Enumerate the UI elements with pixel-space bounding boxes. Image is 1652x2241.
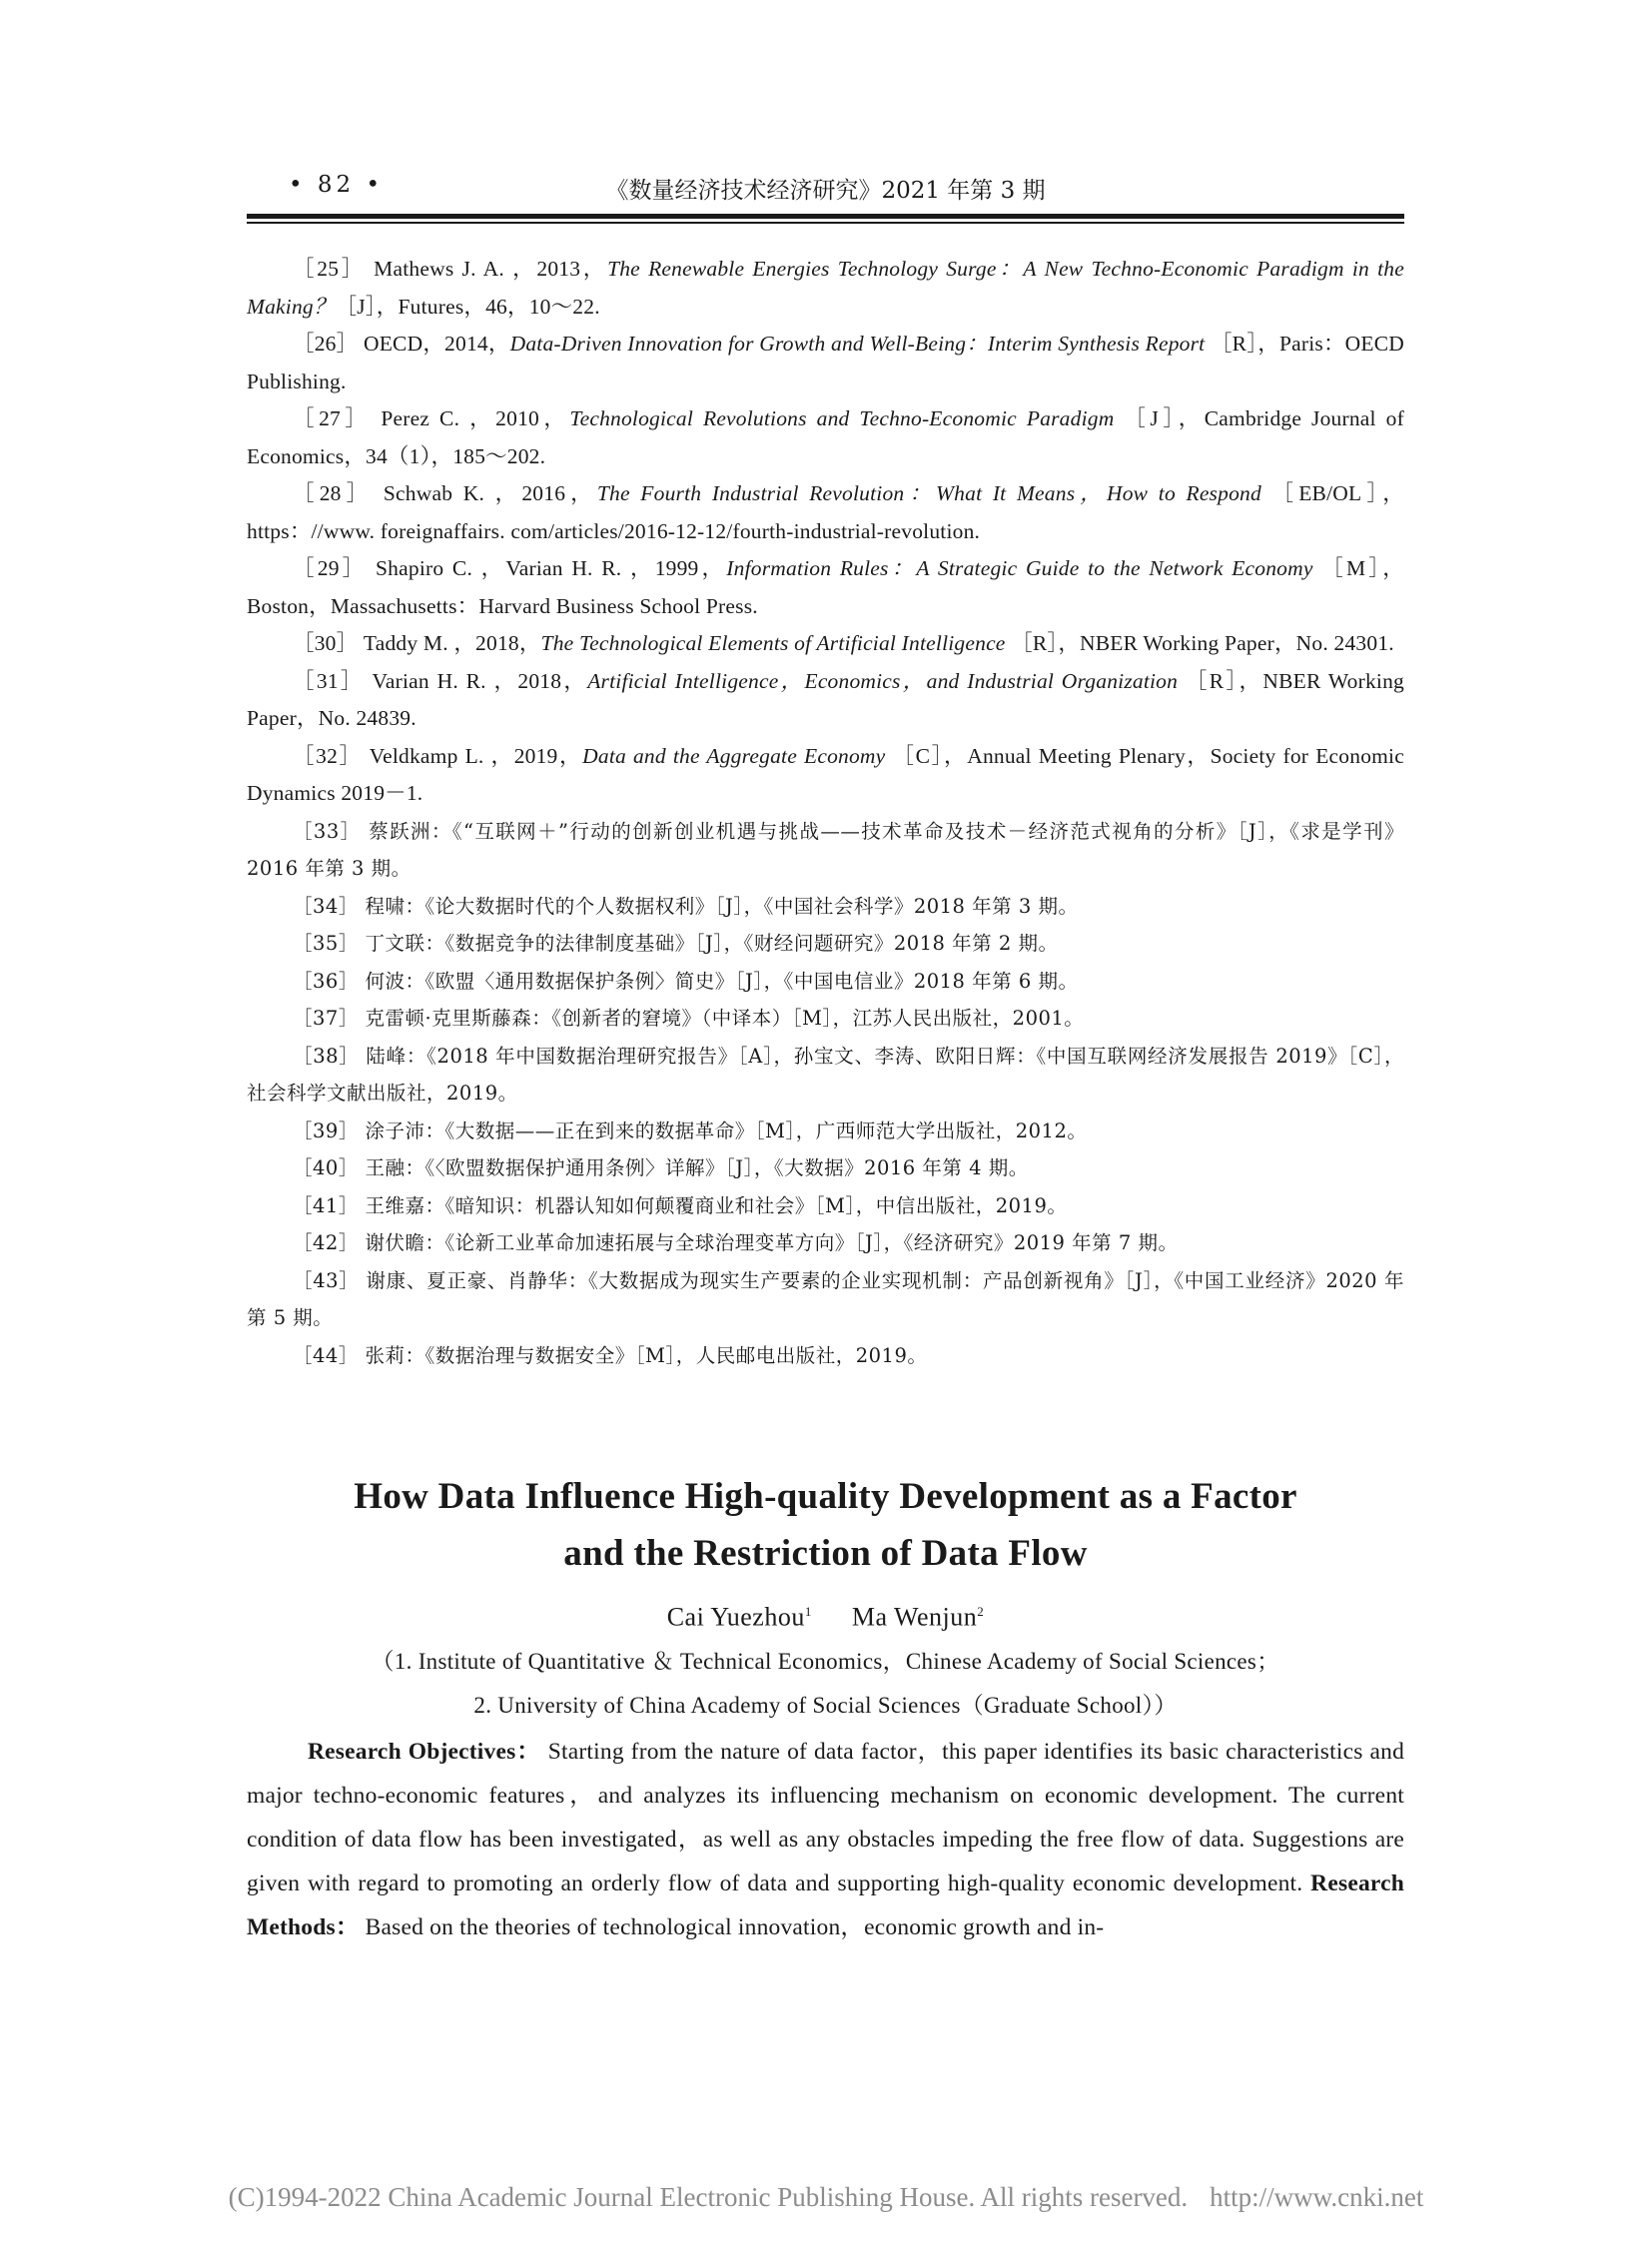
reference-item bbox=[247, 888, 1404, 926]
reference-item bbox=[247, 475, 1404, 550]
reference-item bbox=[247, 1224, 1404, 1262]
english-abstract bbox=[247, 1468, 1404, 1949]
article-title bbox=[247, 1468, 1404, 1582]
reference-post: ［M］，Boston，Massachusetts：Harvard Business School Press. bbox=[247, 556, 1404, 618]
reference-post: ［C］，Annual Meeting Plenary，Society for Economic Dynamics 2019－1. bbox=[247, 743, 1404, 805]
reference-item bbox=[247, 625, 1404, 663]
reference-item bbox=[247, 400, 1404, 475]
reference-item bbox=[247, 1187, 1404, 1225]
reference-title: Technological Revolutions and Techno-Economic Paradigm bbox=[569, 406, 1115, 430]
header-rule bbox=[247, 214, 1404, 219]
objectives-heading: Research Objectives： bbox=[308, 1738, 541, 1765]
reference-item bbox=[247, 663, 1404, 738]
reference-item bbox=[247, 1149, 1404, 1187]
reference-pre: ［39］ 涂子沛：《大数据——正在到来的数据革命》［M］，广西师范大学出版社，2012。 bbox=[293, 1119, 1088, 1142]
reference-post: ［J］，Futures，46，10～22. bbox=[335, 294, 600, 319]
reference-item bbox=[247, 738, 1404, 813]
author-affiliation-mark: 1 bbox=[804, 1604, 812, 1619]
reference-pre: ［35］ 丁文联：《数据竞争的法律制度基础》［J］，《财经问题研究》2018 年第 2 期。 bbox=[293, 932, 1059, 955]
reference-pre: ［28］ Schwab K. ，2016， bbox=[293, 481, 597, 505]
copyright-text: (C)1994-2022 China Academic Journal Electronic Publishing House. All rights reserved. bbox=[228, 2182, 1189, 2212]
reference-pre: ［29］ Shapiro C. ，Varian H. R. ，1999， bbox=[293, 556, 727, 580]
author-affiliation-mark: 2 bbox=[977, 1604, 985, 1619]
reference-pre: ［34］ 程啸：《论大数据时代的个人数据权利》［J］，《中国社会科学》2018 年第 3 期。 bbox=[293, 894, 1079, 918]
reference-list bbox=[247, 251, 1404, 1374]
reference-item bbox=[247, 326, 1404, 400]
reference-title: Data and the Aggregate Economy bbox=[582, 743, 886, 768]
affiliation-line: 2. University of China Academy of Social Sciences（Graduate School）） bbox=[473, 1692, 1178, 1718]
reference-item bbox=[247, 963, 1404, 1001]
affiliation-line: （1. Institute of Quantitative ＆ Technical Economics，Chinese Academy of Social Sciences； bbox=[371, 1648, 1280, 1674]
reference-post: ［J］，Cambridge Journal of Economics，34（1），185～202. bbox=[247, 406, 1404, 468]
reference-title: Artificial Intelligence，Economics，and Industrial Organization bbox=[587, 668, 1179, 693]
objectives-text: Starting from the nature of data factor，this paper identifies its basic characteristics and major techno-economic features，and analyzes its influencing mechanism on economic development. The current condition of data flow has been investigated，as well as any obstacles impeding the free flow of data. Suggestions are given with regard to promoting an orderly flow of data and supporting high-quality economic development. bbox=[247, 1738, 1405, 1896]
reference-pre: ［31］ Varian H. R. ，2018， bbox=[293, 668, 588, 693]
reference-title: The Technological Elements of Artificial Intelligence bbox=[540, 631, 1006, 655]
reference-pre: ［44］ 张莉：《数据治理与数据安全》［M］，人民邮电出版社，2019。 bbox=[293, 1343, 928, 1367]
author-line bbox=[247, 1592, 1404, 1638]
reference-pre: ［27］ Perez C. ，2010， bbox=[293, 406, 570, 430]
reference-pre: ［26］ OECD，2014， bbox=[293, 332, 510, 356]
reference-pre: ［43］ 谢康、夏正豪、肖静华：《大数据成为现实生产要素的企业实现机制：产品创新视角》［J］，《中国工业经济》2020 年第 5 期。 bbox=[247, 1268, 1404, 1329]
reference-item bbox=[247, 925, 1404, 963]
reference-post: ［EB/OL］，https：//www. foreignaffairs. com/articles/2016-12-12/fourth-industrial-revolution. bbox=[247, 481, 1404, 543]
reference-pre: ［30］ Taddy M. ，2018， bbox=[293, 631, 541, 655]
reference-pre: ［41］ 王维嘉：《暗知识：机器认知如何颠覆商业和社会》［M］，中信出版社，2019。 bbox=[293, 1193, 1068, 1217]
footer-url[interactable]: http://www.cnki.net bbox=[1210, 2182, 1424, 2212]
reference-pre: ［32］ Veldkamp L. ，2019， bbox=[293, 743, 583, 768]
reference-pre: ［37］ 克雷顿·克里斯藤森：《创新者的窘境》（中译本）［M］，江苏人民出版社，2001。 bbox=[293, 1007, 1085, 1030]
reference-pre: ［25］ Mathews J. A. ，2013， bbox=[293, 257, 608, 281]
reference-title: The Renewable Energies Technology Surge：A New Techno-Economic Paradigm in the Making？ bbox=[247, 257, 1404, 319]
reference-post: ［R］，NBER Working Paper，No. 24839. bbox=[247, 668, 1404, 730]
reference-pre: ［40］ 王融：《〈欧盟数据保护通用条例〉详解》［J］，《大数据》2016 年第 4 期。 bbox=[293, 1156, 1029, 1179]
journal-title: 《数量经济技术经济研究》2021 年第 3 期 bbox=[605, 178, 1046, 204]
header-rule-thin bbox=[247, 222, 1404, 224]
reference-title: Information Rules：A Strategic Guide to the Network Economy bbox=[726, 556, 1313, 580]
affiliations bbox=[247, 1640, 1404, 1728]
reference-item bbox=[247, 1038, 1404, 1113]
abstract-paragraph bbox=[247, 1730, 1404, 1949]
reference-item bbox=[247, 1000, 1404, 1038]
reference-item bbox=[247, 1113, 1404, 1150]
reference-post: ［R］，Paris：OECD Publishing. bbox=[247, 332, 1405, 393]
author-name: Cai Yuezhou bbox=[666, 1602, 805, 1632]
reference-title: Data-Driven Innovation for Growth and Well-Being：Interim Synthesis Report bbox=[509, 332, 1206, 356]
page-number: • 82 • bbox=[289, 172, 385, 198]
article-title-line2: and the Restriction of Data Flow bbox=[563, 1533, 1088, 1574]
reference-pre: ［42］ 谢伏瞻：《论新工业革命加速拓展与全球治理变革方向》［J］，《经济研究》2019 年第 7 期。 bbox=[293, 1231, 1179, 1254]
reference-item bbox=[247, 813, 1404, 888]
running-header bbox=[247, 172, 1404, 208]
reference-item bbox=[247, 251, 1404, 326]
article-title-line1: How Data Influence High-quality Development as a Factor bbox=[354, 1476, 1297, 1517]
reference-title: The Fourth Industrial Revolution：What It Means，How to Respond bbox=[596, 481, 1261, 505]
reference-pre: ［36］ 何波：《欧盟〈通用数据保护条例〉简史》［J］，《中国电信业》2018 年第 6 期。 bbox=[293, 969, 1079, 993]
reference-post: ［R］，NBER Working Paper，No. 24301. bbox=[1005, 631, 1394, 655]
author-name: Ma Wenjun bbox=[851, 1602, 978, 1632]
reference-item bbox=[247, 1337, 1404, 1375]
reference-pre: ［33］ 蔡跃洲：《“互联网＋”行动的创新创业机遇与挑战——技术革命及技术－经济范式视角的分析》［J］，《求是学刊》2016 年第 3 期。 bbox=[247, 819, 1404, 880]
reference-item bbox=[247, 1262, 1404, 1337]
reference-item bbox=[247, 550, 1404, 625]
methods-text: Based on the theories of technological innovation，economic growth and in- bbox=[365, 1913, 1105, 1940]
methods-heading: Research Methods： bbox=[247, 1869, 1405, 1940]
reference-pre: ［38］ 陆峰：《2018 年中国数据治理研究报告》［A］，孙宝文、李涛、欧阳日辉：《中国互联网经济发展报告 2019》［C］，社会科学文献出版社，2019。 bbox=[247, 1044, 1404, 1105]
copyright-footer bbox=[0, 2182, 1652, 2213]
